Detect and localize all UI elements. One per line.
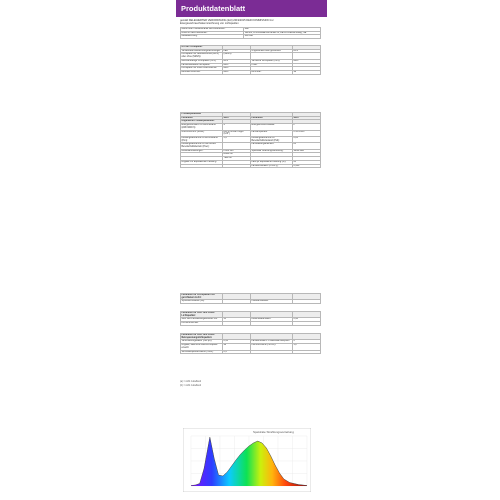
table-cell: Spitzenlichtstärke (cd): [181,300,223,304]
table-cell [223,322,251,326]
table-cell: 60 [293,160,321,164]
table-cell: Breite 60 [223,153,251,157]
table-cell: Wert [223,116,251,120]
table-cell: Dimmbar: [251,70,293,74]
table-cell: Lichtstromerhalt: [181,322,223,326]
table-cell: 15 [223,318,251,322]
table-cell: Verschiebungsfaktor (cos φ1): [181,340,223,344]
table-cell: Parameter [251,116,293,120]
table-cell: 9 [223,124,251,130]
table-cell: Nutzlichtstrom (Φuse): [181,130,223,136]
table-cell: Ja [223,344,251,350]
table-cell: 5,9 [223,136,251,142]
supplier-table [180,27,321,39]
table-cell: F [293,124,321,130]
table-cell: LED [223,49,251,53]
table-cell: Wert [293,116,321,120]
table-cell: Nein [223,70,251,74]
table-cell: Parameter für LED- und OLED-Lichtquellen: [181,312,223,318]
table-cell: Art der Lichtquelle: [181,46,223,50]
supplier-value: Star [244,28,321,32]
table-cell: Ja [293,70,321,74]
table-cell: Nein [223,63,251,67]
table-cell [223,300,251,304]
table-cell: Spektrale Strahlungsverteilung: [251,149,293,153]
table-row [181,322,321,326]
table-cell [293,350,321,354]
table-cell: Siehe Bild [293,149,321,153]
table-cell: Angabe, dass eine LED-Lichtquelle ersetzt: [181,344,223,350]
table-cell [251,322,293,326]
params-table-c [180,293,321,304]
table-cell [293,300,321,304]
table-cell: Vernetzte Lichtquelle (CLS): [251,59,293,63]
table-cell: Farbkonsistenz in MacAdam-Ellipsen: [251,340,293,344]
table-cell: 0,50 [223,340,251,344]
address-label: Anschrift des Lieferanten: [181,31,244,35]
table-cell: Farbtemperatur: [251,130,293,136]
table-cell: Höhe 106 [223,149,251,153]
model-label: Modellkennung: [181,35,244,39]
params-table-d [180,311,321,326]
table-row [181,70,321,74]
params-table-a [180,45,321,75]
table-cell: Falls ja: äquivalente Leistung (W): [251,160,293,164]
table-cell: Energieeffizienzklasse: [251,124,293,130]
table-cell: 0,00 [293,136,321,142]
params-table-e [180,333,321,354]
table-cell: 0,460 [293,164,321,168]
footnote-a: (a) = nicht zutreffend [180,381,202,383]
table-cell: 0,4 [223,350,251,354]
table-cell: 80 [293,143,321,149]
table-cell: Farbwiedergabeindex: [251,143,293,149]
table-cell: Blendschutzschild: [181,70,223,74]
table-cell: Produktparameter [181,113,223,117]
table-row [181,350,321,354]
table-cell: (NMLS) [223,53,251,59]
table-cell: Stroboskopeffekt-Metrik (SVM): [181,350,223,354]
table-cell: Außenabmessungen: [181,149,223,153]
table-cell: Flimmermetrik (Pst LM): [251,344,293,350]
table-cell: NLS [223,59,251,63]
table-cell: Tiefe 60 [223,157,251,161]
params-table-b [180,112,321,168]
table-cell: 1,0 [293,344,321,350]
table-cell: Verwendete Beleuchtungstechnologie: [181,49,221,52]
table-cell: Parameter für LED- und OLED-Netzspannungslichtquellen: [181,334,223,340]
table-cell: 2700 2400 [293,130,321,136]
intro-line-1: gemäß DELEGIERTER VERORDNUNG (EU) 2019/2015 DER KOMMISSION zur [180,19,274,22]
table-cell: Netzwerkfähige Lichtquelle (CLS): [181,59,223,63]
table-cell: Hülle: [251,63,293,67]
table-cell: Wert des Farbwiedergabeindex R9: [181,318,223,322]
table-cell [181,164,223,168]
model-value: 100-098 [244,35,321,39]
spectral-distribution-chart [183,428,311,492]
table-row [181,164,321,168]
sheet-title: Produktdatenblatt [176,0,327,17]
table-cell: 6 [293,340,321,344]
table-cell: Lichtquelle mit Netzanschluss (MLS) oder ohne (NMLS): [181,53,223,59]
table-cell [251,350,293,354]
footnote-b: (b) = nicht zutreffend [180,385,202,387]
table-cell: Ungebündelt oder gebündelt: [251,49,293,53]
supplier-label: Name oder Handelsmarke des Lieferanten: [181,28,244,32]
table-cell: Halbwertswinkel: [251,300,293,304]
table-cell: Farbkoordinaten (x und y): [251,164,293,168]
table-cell: Lichtquelle mit hoher Leuchtdichte: [181,67,223,71]
table-cell: Lebensdauerfaktor: [251,318,293,322]
table-cell: Energieverbrauch im Ein-Zustand (kWh/1000 h): [181,124,223,130]
intro-line-2: Energieverbrauchskennzeichnung von Lichtquellen [180,22,239,25]
table-cell [293,322,321,326]
address-value: Tamthe, Limnostraat/Vertranas 12, DE-10 Braunschweig, NE [244,31,321,35]
table-cell: Allgemeine Produktparameter: [181,120,223,124]
table-cell: Nein [293,59,321,63]
table-cell: Leistungsaufnahme im Bereitschaftszustand (Psb): [251,136,293,142]
spectrum-title: Spektrale Strahlungsverteilung [253,430,294,434]
table-cell: Leistungsaufnahme im Ein-Zustand (Pon): [181,136,223,142]
table-cell: Nein [223,67,251,71]
table-cell: Parameter für Lichtquellen mit gerichtetem Licht: [181,294,223,300]
table-cell: Farbeinstellbare Lichtquelle: [181,63,223,67]
table-cell: Parameter [181,116,223,120]
table-cell: Angabe zur äquivalenten Leistung: [181,160,223,164]
table-cell: DLS [293,49,321,53]
table-cell [223,164,251,168]
table-cell: Leistungsaufnahme im vernetzten Bereitschaftsbetrieb (Pnet): [181,143,223,149]
product-data-sheet [176,0,327,392]
table-cell: 806 in breiter Kegel (120°) [223,130,251,136]
table-row [181,300,321,304]
table-cell: 0,90 [293,318,321,322]
